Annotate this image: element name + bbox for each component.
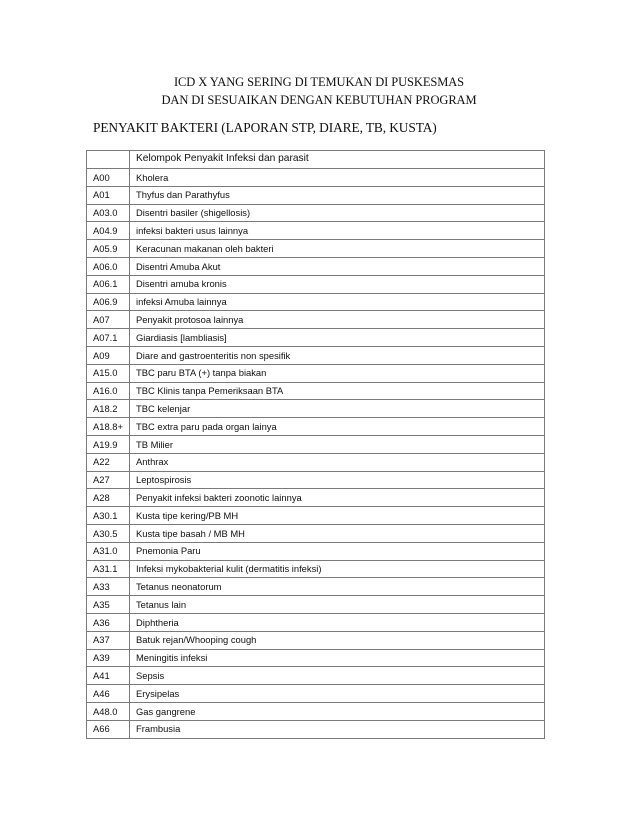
disease-name-cell: Kusta tipe kering/PB MH	[130, 507, 545, 525]
table-header-row	[87, 151, 545, 169]
icd-code-cell: A31.1	[87, 560, 130, 578]
table-row	[87, 471, 545, 489]
disease-name-cell: Thyfus dan Parathyfus	[130, 186, 545, 204]
icd-code-cell: A01	[87, 186, 130, 204]
disease-name-cell: TBC kelenjar	[130, 400, 545, 418]
disease-name-cell: Penyakit protosoa lainnya	[130, 311, 545, 329]
icd-code-cell: A07.1	[87, 329, 130, 347]
disease-name-cell: Meningitis infeksi	[130, 649, 545, 667]
header-group-cell: Kelompok Penyakit Infeksi dan parasit	[130, 151, 545, 169]
icd-code-table	[86, 150, 545, 739]
icd-code-cell: A27	[87, 471, 130, 489]
table-row	[87, 275, 545, 293]
table-row	[87, 346, 545, 364]
disease-name-cell: Leptospirosis	[130, 471, 545, 489]
icd-code-cell: A03.0	[87, 204, 130, 222]
icd-code-cell: A16.0	[87, 382, 130, 400]
disease-name-cell: Disentri amuba kronis	[130, 275, 545, 293]
table-row	[87, 578, 545, 596]
disease-name-cell: Anthrax	[130, 453, 545, 471]
disease-name-cell: Kholera	[130, 169, 545, 187]
table-row	[87, 702, 545, 720]
table-row	[87, 542, 545, 560]
table-row	[87, 364, 545, 382]
disease-name-cell: Frambusia	[130, 720, 545, 738]
icd-code-cell: A35	[87, 596, 130, 614]
icd-code-cell: A07	[87, 311, 130, 329]
icd-code-cell: A31.0	[87, 542, 130, 560]
table-row	[87, 720, 545, 738]
table-row	[87, 489, 545, 507]
disease-name-cell: Tetanus neonatorum	[130, 578, 545, 596]
table-row	[87, 435, 545, 453]
table-row	[87, 560, 545, 578]
disease-name-cell: Disentri basiler (shigellosis)	[130, 204, 545, 222]
disease-name-cell: Keracunan makanan oleh bakteri	[130, 240, 545, 258]
disease-name-cell: TBC extra paru pada organ lainya	[130, 418, 545, 436]
table-row	[87, 596, 545, 614]
icd-code-cell: A04.9	[87, 222, 130, 240]
disease-name-cell: Sepsis	[130, 667, 545, 685]
table-row	[87, 257, 545, 275]
document-title-line-1: ICD X YANG SERING DI TEMUKAN DI PUSKESMAS	[173, 75, 465, 89]
header-code-cell	[87, 151, 130, 169]
disease-name-cell: Erysipelas	[130, 685, 545, 703]
table-row	[87, 329, 545, 347]
icd-code-cell: A05.9	[87, 240, 130, 258]
icd-code-cell: A36	[87, 613, 130, 631]
table-row	[87, 222, 545, 240]
disease-name-cell: Gas gangrene	[130, 702, 545, 720]
disease-name-cell: Diphtheria	[130, 613, 545, 631]
icd-code-cell: A30.5	[87, 524, 130, 542]
icd-code-cell: A18.2	[87, 400, 130, 418]
icd-code-cell: A48.0	[87, 702, 130, 720]
table-row	[87, 507, 545, 525]
document-title-line-2: DAN DI SESUAIKAN DENGAN KEBUTUHAN PROGRAM	[161, 93, 477, 107]
icd-code-cell: A28	[87, 489, 130, 507]
disease-name-cell: TBC paru BTA (+) tanpa biakan	[130, 364, 545, 382]
disease-name-cell: Diare and gastroenteritis non spesifik	[130, 346, 545, 364]
table-row	[87, 667, 545, 685]
icd-code-cell: A22	[87, 453, 130, 471]
icd-code-cell: A33	[87, 578, 130, 596]
icd-code-cell: A30.1	[87, 507, 130, 525]
icd-code-cell: A15.0	[87, 364, 130, 382]
disease-name-cell: Disentri Amuba Akut	[130, 257, 545, 275]
table-row	[87, 293, 545, 311]
table-row	[87, 382, 545, 400]
table-row	[87, 311, 545, 329]
icd-code-cell: A06.1	[87, 275, 130, 293]
disease-name-cell: Kusta tipe basah / MB MH	[130, 524, 545, 542]
table-row	[87, 524, 545, 542]
table-row	[87, 418, 545, 436]
table-row	[87, 400, 545, 418]
icd-code-cell: A66	[87, 720, 130, 738]
table-row	[87, 613, 545, 631]
disease-name-cell: Batuk rejan/Whooping cough	[130, 631, 545, 649]
table-row	[87, 685, 545, 703]
icd-code-cell: A06.0	[87, 257, 130, 275]
table-row	[87, 240, 545, 258]
icd-code-cell: A18.8+	[87, 418, 130, 436]
disease-name-cell: infeksi Amuba lainnya	[130, 293, 545, 311]
icd-code-cell: A06.9	[87, 293, 130, 311]
table-row	[87, 649, 545, 667]
disease-name-cell: Giardiasis [lambliasis]	[130, 329, 545, 347]
disease-name-cell: Penyakit infeksi bakteri zoonotic lainnya	[130, 489, 545, 507]
icd-code-cell: A09	[87, 346, 130, 364]
table-row	[87, 631, 545, 649]
disease-name-cell: Tetanus lain	[130, 596, 545, 614]
table-row	[87, 169, 545, 187]
icd-code-cell: A46	[87, 685, 130, 703]
disease-name-cell: TB Milier	[130, 435, 545, 453]
section-heading: PENYAKIT BAKTERI (LAPORAN STP, DIARE, TB, KUSTA)	[93, 120, 437, 135]
icd-code-cell: A19.9	[87, 435, 130, 453]
table-row	[87, 186, 545, 204]
icd-code-cell: A39	[87, 649, 130, 667]
table-row	[87, 453, 545, 471]
table-row	[87, 204, 545, 222]
disease-name-cell: TBC Klinis tanpa Pemeriksaan BTA	[130, 382, 545, 400]
disease-name-cell: infeksi bakteri usus lainnya	[130, 222, 545, 240]
icd-code-cell: A41	[87, 667, 130, 685]
icd-code-cell: A00	[87, 169, 130, 187]
disease-name-cell: Infeksi mykobakterial kulit (dermatitis infeksi)	[130, 560, 545, 578]
disease-name-cell: Pnemonia Paru	[130, 542, 545, 560]
icd-code-cell: A37	[87, 631, 130, 649]
